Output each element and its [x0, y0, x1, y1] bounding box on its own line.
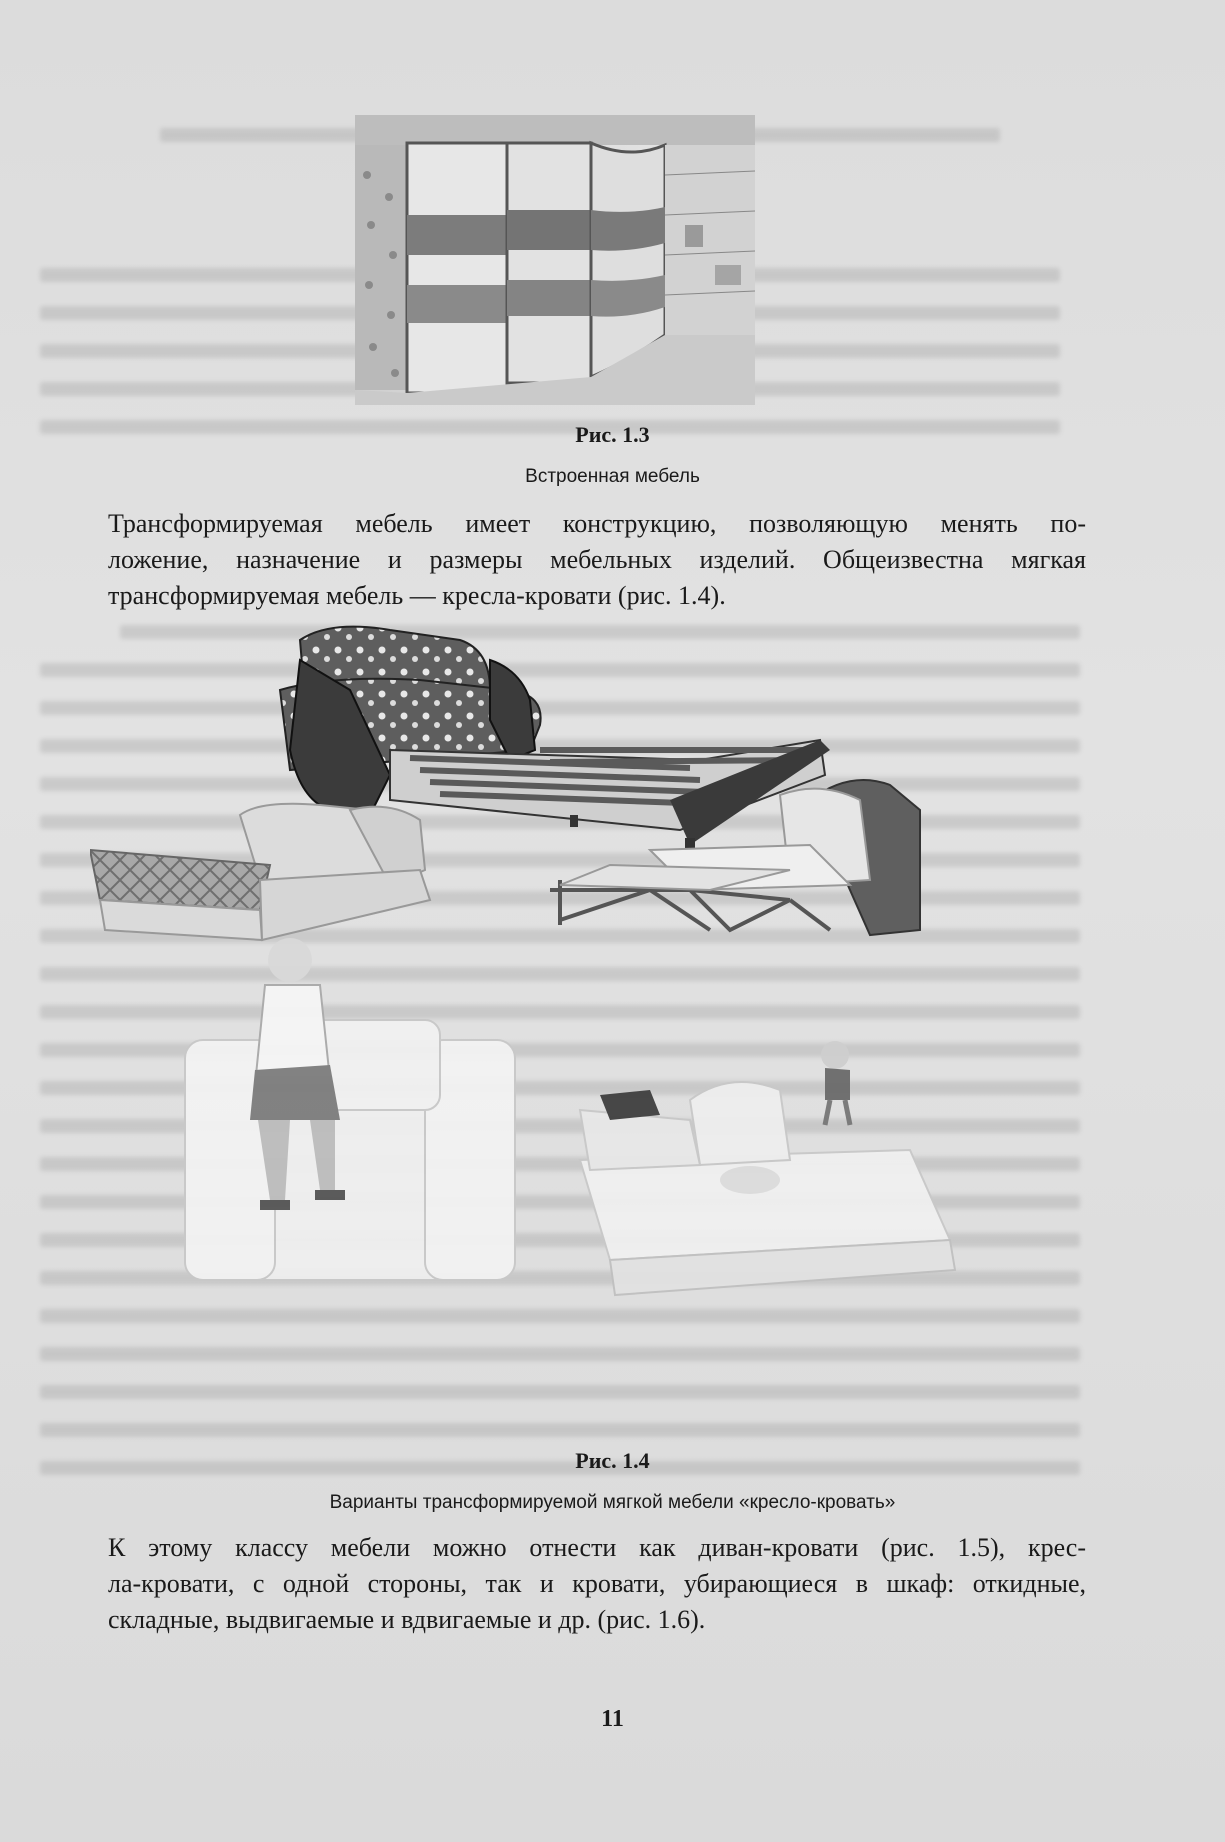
paragraph-2: [108, 1530, 1086, 1638]
figure-1-3-image: [355, 115, 755, 405]
cube-armchair-seated: [185, 938, 515, 1280]
paragraph-2-line-2: ла-кровати, с одной стороны, так и кровати, убирающиеся в шкаф: откидные,: [108, 1569, 1086, 1598]
figure-1-3-title: Встроенная мебель: [525, 466, 700, 487]
figure-1-3-number: Рис. 1.3: [575, 422, 650, 447]
figure-1-4-title: Варианты трансформируемой мягкой мебели «кресло-кровать»: [329, 1492, 896, 1513]
page-number: 11: [601, 1706, 624, 1732]
paragraph-1-line-2: ложение, назначение и размеры мебельных изделий. Общеизвестна мягкая: [108, 545, 1086, 574]
paragraph-1-line-3: трансформируемая мебель — кресла-кровати (рис. 1.4).: [108, 581, 726, 610]
cube-bed-unfolded: [580, 1041, 955, 1295]
figure-1-4-image: [90, 600, 1045, 1430]
paragraph-1: [108, 506, 1086, 614]
paragraph-1-line-1: Трансформируемая мебель имеет конструкцию, позволяющую менять по-: [108, 509, 1086, 538]
chair-bed-patterned: [90, 804, 430, 940]
paragraph-2-line-1: К этому классу мебели можно отнести как диван-кровати (рис. 1.5), крес-: [108, 1533, 1086, 1562]
figure-1-4-number: Рис. 1.4: [575, 1448, 650, 1473]
paragraph-2-line-3: складные, выдвигаемые и вдвигаемые и др. (рис. 1.6).: [108, 1605, 706, 1634]
